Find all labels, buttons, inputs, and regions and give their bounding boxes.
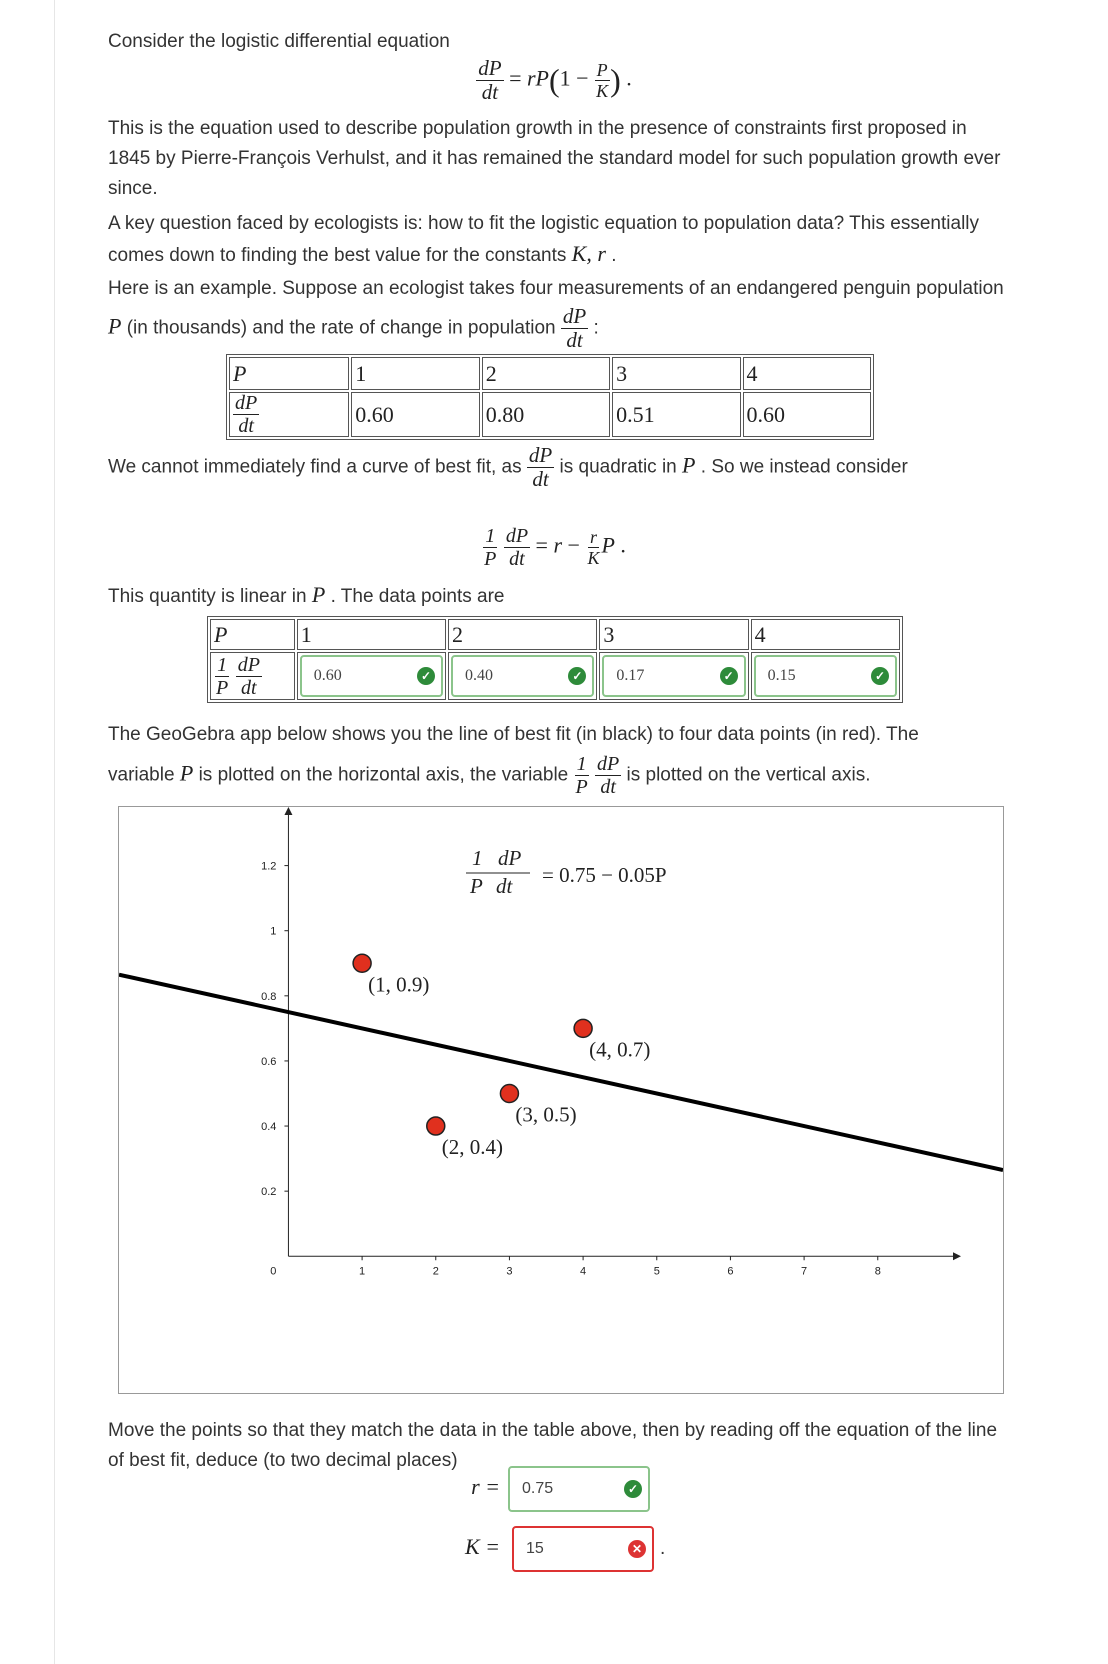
x-axis-arrow-icon: [953, 1252, 961, 1260]
data-point-label: (2, 0.4): [441, 1135, 504, 1160]
key-question-paragraph: A key question faced by ecologists is: how to fit the logistic equation to population data? This essentially comes down to finding the best value for the constants K, r .: [108, 213, 980, 266]
quadratic-paragraph: We cannot immediately find a curve of best fit, as $\frac{dP}{dt}$ is quadratic in P . So we instead consider: [108, 443, 908, 491]
check-icon: ✓: [417, 667, 435, 685]
check-icon: ✓: [624, 1480, 642, 1498]
data-point-label: (3, 0.5): [515, 1102, 577, 1127]
y-axis-arrow-icon: [284, 807, 292, 815]
table-cell: 3: [599, 619, 748, 650]
table-cell: 0.51: [612, 392, 740, 437]
svg-text:1: 1: [472, 846, 483, 870]
table-cell: 3: [612, 357, 740, 390]
data-table: [226, 354, 874, 440]
data-point[interactable]: [427, 1117, 445, 1135]
geogebra-description-line-1: The GeoGebra app below shows you the line of best fit (in black) to four data points (in red). The: [108, 724, 919, 745]
table-cell: 0.80: [482, 392, 610, 437]
logistic-equation: $\frac{dP}{dt}$ = rP(1 − $\frac{P}{K}$ ) .: [478, 56, 632, 104]
table-cell: 4: [751, 619, 900, 650]
line-equation-label: [466, 846, 667, 898]
x-tick-label: 5: [653, 1265, 660, 1278]
table-cell: 1: [297, 619, 446, 650]
equation-rhs: = 0.75 − 0.05P: [542, 863, 667, 887]
check-icon: ✓: [871, 667, 889, 685]
data-points-table: [207, 616, 903, 703]
x-tick-label: 4: [580, 1265, 587, 1278]
geogebra-graph[interactable]: [119, 807, 1003, 1393]
x-tick-label: 7: [801, 1265, 808, 1278]
x-tick-label: 3: [506, 1265, 513, 1278]
table-cell: 0.60: [351, 392, 479, 437]
table-header-dpdt: $\frac{dP}{dt}$: [229, 392, 349, 437]
svg-text:dP: dP: [498, 846, 522, 870]
intro-paragraph: This is the equation used to describe population growth in the presence of constraints first proposed in 1845 by Pierre-François Verhulst, and it has remained the standard model for such population growth ever since.: [108, 118, 1001, 199]
table-header-p: P: [210, 619, 295, 650]
answer-input-3[interactable]: 0.17 ✓: [602, 655, 745, 697]
x-tick-label: 8: [874, 1265, 881, 1278]
x-tick-label: 2: [432, 1265, 439, 1278]
table-header-1-over-p-dpdt: $\frac{1}{P}$ $\frac{dP}{dt}$: [210, 652, 295, 700]
data-point-label: (4, 0.7): [589, 1037, 651, 1062]
y-tick-label: 0.6: [261, 1055, 277, 1068]
svg-text:dt: dt: [496, 874, 513, 898]
intro-line: Consider the logistic differential equation: [108, 31, 450, 52]
page-left-rule: [54, 0, 55, 1664]
data-point[interactable]: [353, 954, 371, 972]
final-period: .: [660, 1538, 666, 1559]
r-input[interactable]: 0.75 ✓: [508, 1466, 650, 1512]
y-tick-label: 0.4: [261, 1121, 277, 1134]
example-paragraph: Here is an example. Suppose an ecologist takes four measurements of an endangered penguin population P (in thousands) and the rate of change in population $\frac{dP}{dt}$ :: [108, 278, 1004, 352]
x-tick-label: 6: [727, 1265, 734, 1278]
table-cell: 4: [743, 357, 871, 390]
final-instructions: Move the points so that they match the data in the table above, then by reading off the equation of the line of best fit, deduce (to two decimal places): [108, 1420, 998, 1471]
linear-paragraph: This quantity is linear in P . The data points are: [108, 582, 505, 607]
answer-input-1[interactable]: 0.60 ✓: [300, 655, 443, 697]
table-cell: 2: [448, 619, 597, 650]
data-point[interactable]: [574, 1019, 592, 1037]
cross-icon: ✕: [628, 1540, 646, 1558]
x-tick-label: 1: [359, 1265, 366, 1278]
table-header-p: P: [229, 357, 349, 390]
y-tick-label: 1: [270, 925, 277, 938]
geogebra-description-line-2: variable P is plotted on the horizontal axis, the variable $\frac{1}{P}$ $\frac{dP}{dt}$ is plotted on the vertical axis.: [108, 753, 871, 798]
answer-input-2[interactable]: 0.40 ✓: [451, 655, 594, 697]
svg-text:P: P: [470, 874, 483, 898]
table-cell: 0.60: [743, 392, 871, 437]
y-tick-label: 0.2: [261, 1186, 277, 1199]
data-point-label: (1, 0.9): [368, 972, 430, 997]
y-tick-label: 1.2: [261, 860, 277, 873]
y-tick-label: 0: [270, 1265, 277, 1278]
y-tick-label: 0.8: [261, 990, 277, 1003]
check-icon: ✓: [720, 667, 738, 685]
table-cell: 2: [482, 357, 610, 390]
linearized-equation: $\frac{1}{P}$ $\frac{dP}{dt}$ = r − $\frac{r}{K}$ P .: [484, 525, 626, 570]
check-icon: ✓: [568, 667, 586, 685]
data-point[interactable]: [500, 1084, 518, 1102]
k-input[interactable]: 15 ✕: [512, 1526, 654, 1572]
r-label: r =: [471, 1474, 500, 1499]
best-fit-line[interactable]: [119, 975, 1003, 1170]
table-cell: 1: [351, 357, 479, 390]
answer-input-4[interactable]: 0.15 ✓: [754, 655, 897, 697]
k-label: K =: [464, 1534, 500, 1559]
geogebra-app[interactable]: [118, 806, 1004, 1394]
